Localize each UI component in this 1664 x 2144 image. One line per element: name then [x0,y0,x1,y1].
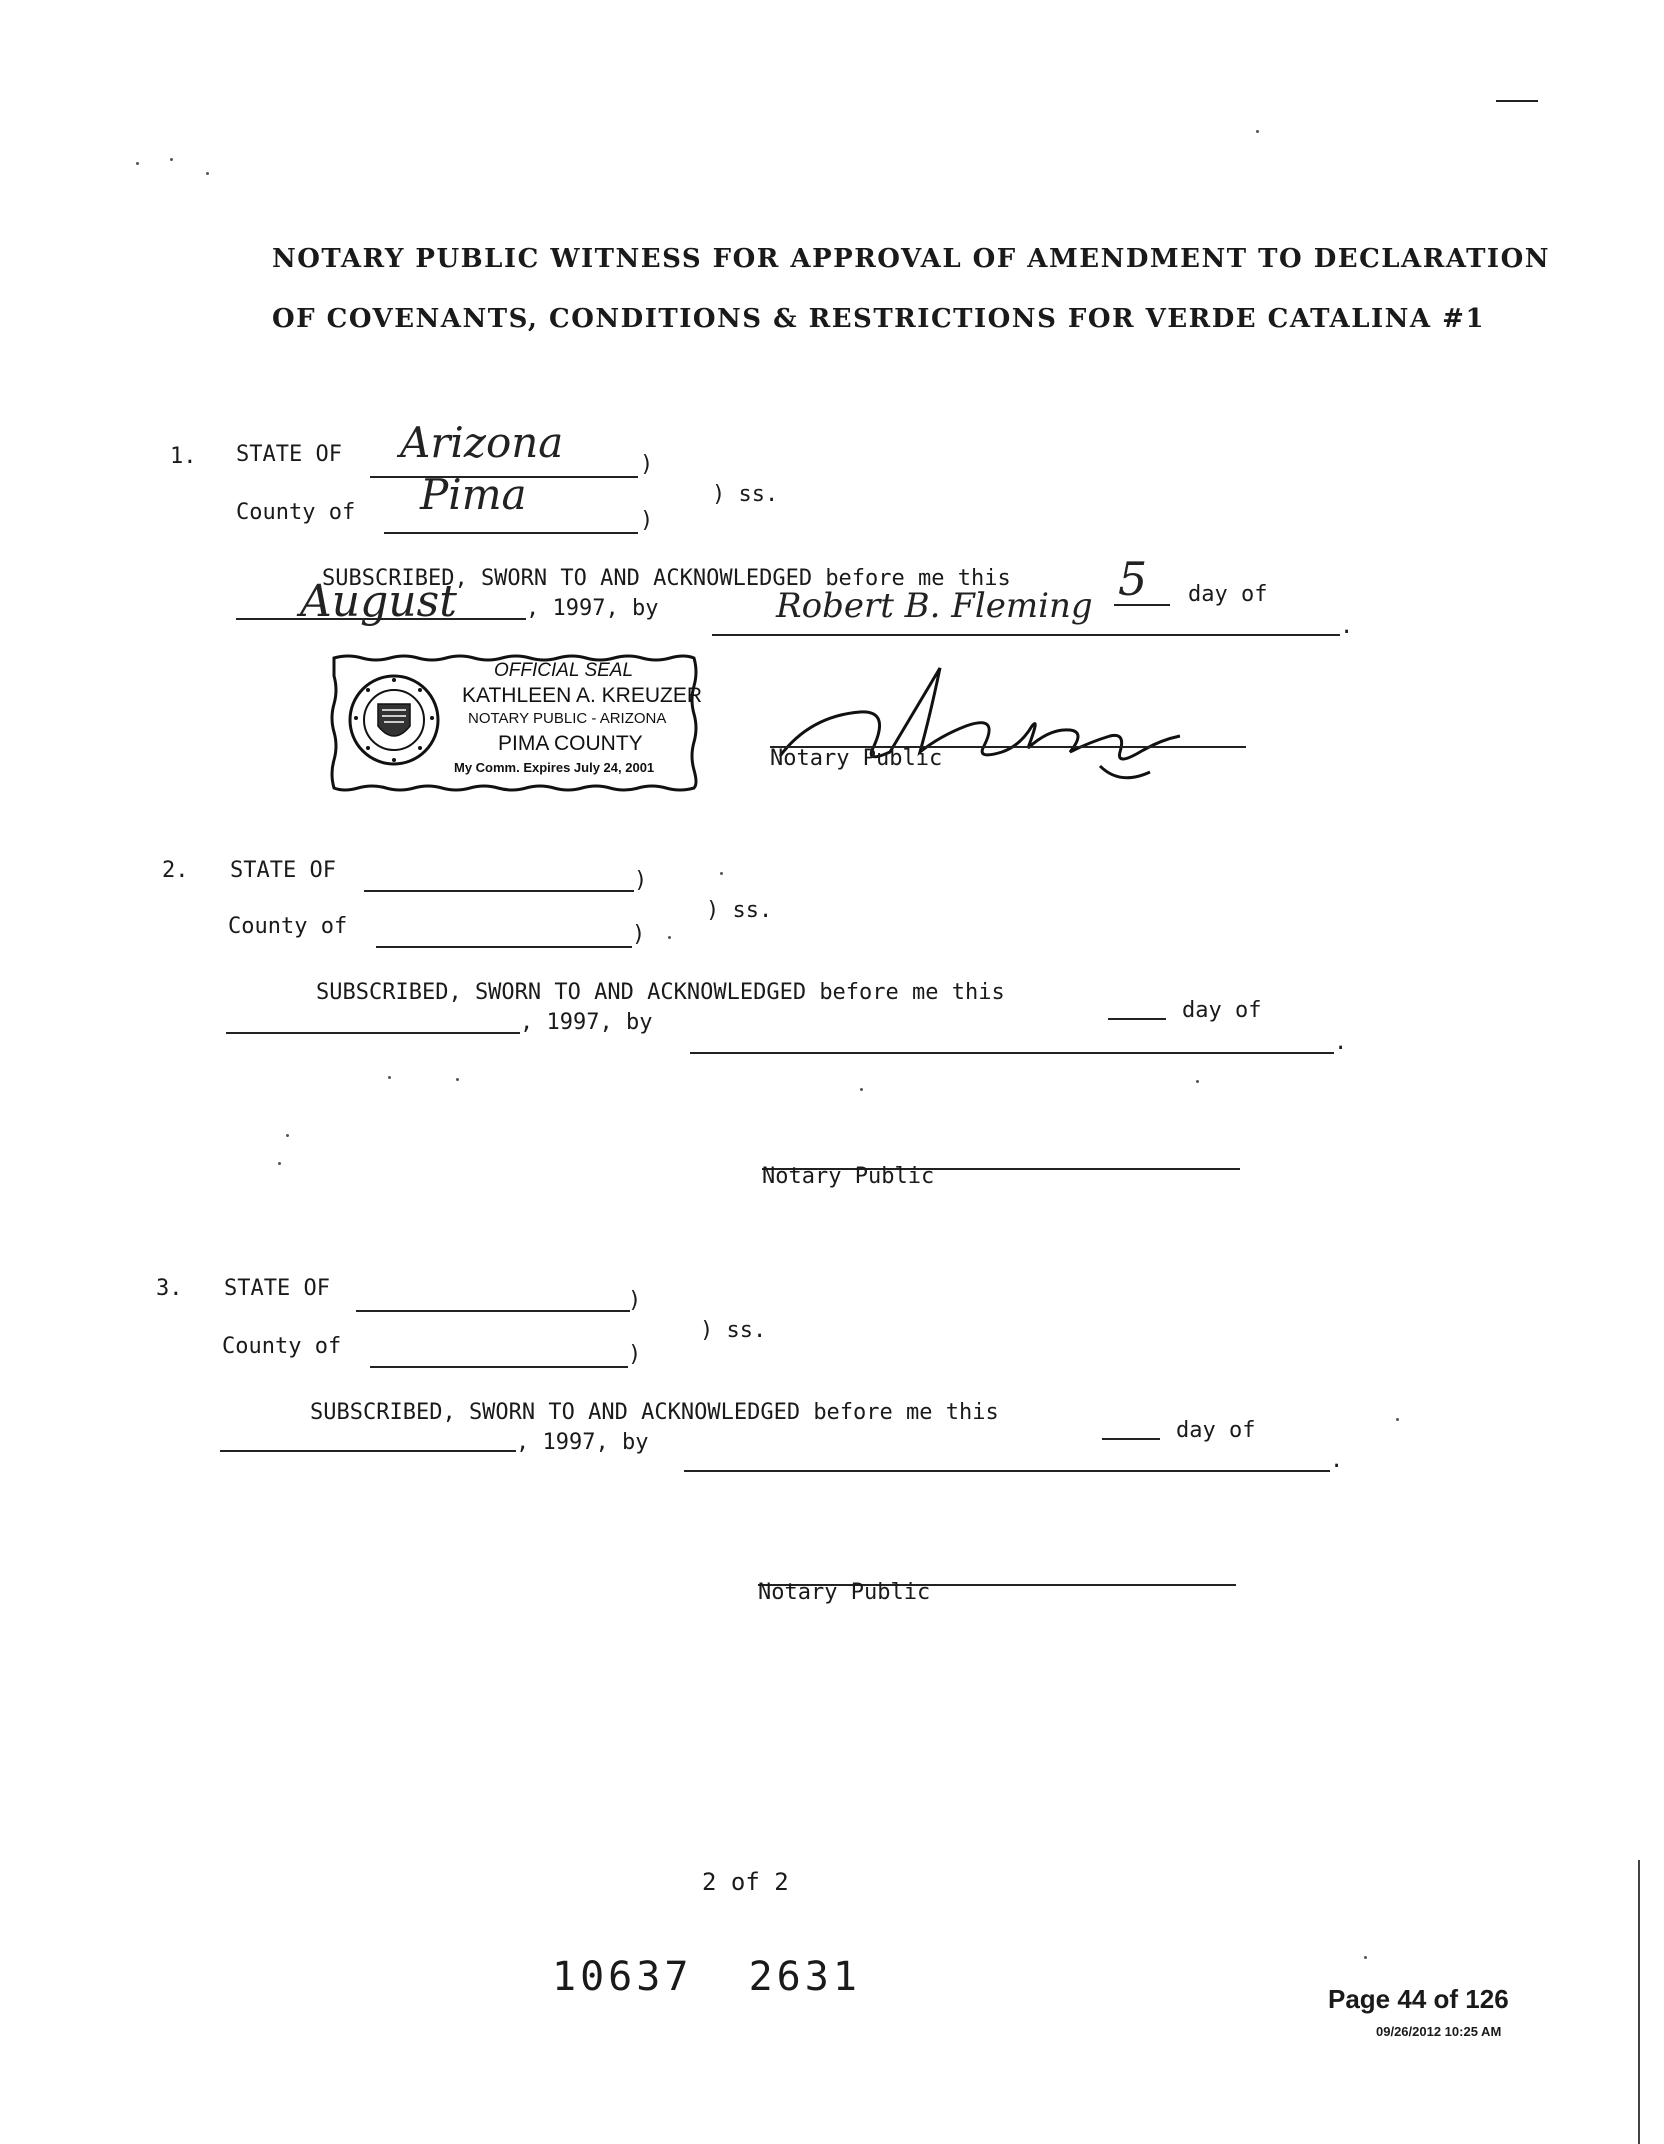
scan-speck [1396,1418,1399,1421]
scan-speck [206,172,209,175]
scan-speck [1256,130,1259,133]
county-underline [370,1366,628,1368]
seal-expiration: My Comm. Expires July 24, 2001 [454,760,655,775]
state-label: STATE OF [230,858,336,883]
subscribed-text: SUBSCRIBED, SWORN TO AND ACKNOWLEDGED before me this [316,980,1005,1005]
county-underline [384,532,638,534]
period: . [1330,1448,1344,1473]
year-by-label: , 1997, by [526,596,659,621]
section-number: 3. [156,1276,183,1301]
scan-speck [136,162,139,165]
signer-name-value: Robert B. Fleming [776,586,1093,626]
seal-heading: OFFICIAL SEAL [494,660,634,681]
scan-speck [170,158,173,161]
footer-page-number: Page 44 of 126 [1328,1984,1509,2014]
subscribed-text: SUBSCRIBED, SWORN TO AND ACKNOWLEDGED before me this [322,566,1011,591]
ss-label: ) ss. [706,898,773,923]
bracket: ) [640,508,654,533]
scan-speck [668,936,671,939]
seal-title: NOTARY PUBLIC - ARIZONA [468,710,667,727]
day-underline [1108,1018,1166,1020]
day-of-label: day of [1182,998,1262,1023]
state-value: Arizona [400,418,564,467]
scan-edge-line [1638,1860,1640,2144]
subscribed-text: SUBSCRIBED, SWORN TO AND ACKNOWLEDGED before me this [310,1400,999,1425]
document-title-line-1: NOTARY PUBLIC WITNESS FOR APPROVAL OF AMENDMENT TO DECLARATION [272,244,1550,274]
seal-county: PIMA COUNTY [498,732,643,755]
ss-label: ) ss. [700,1318,767,1343]
day-underline [1102,1438,1160,1440]
bracket: ) [628,1342,642,1367]
signer-underline [712,634,1340,636]
official-notary-seal [328,652,703,794]
day-value: 5 [1118,552,1148,606]
signer-underline [690,1052,1334,1054]
state-underline [364,890,634,892]
bracket: ) [634,868,648,893]
scan-speck [286,1134,289,1137]
footer-timestamp: 09/26/2012 10:25 AM [1376,2024,1502,2039]
period: . [1334,1030,1348,1055]
year-by-label: , 1997, by [520,1010,653,1035]
month-underline [236,618,526,620]
signer-underline [684,1470,1330,1472]
section-number: 1. [170,444,197,469]
notary-public-label: Notary Public [758,1580,931,1605]
state-label: STATE OF [236,442,342,467]
period: . [1340,614,1354,639]
document-title-line-2: OF COVENANTS, CONDITIONS & RESTRICTIONS FOR VERDE CATALINA #1 [272,304,1486,334]
section-number: 2. [162,858,189,883]
ss-label: ) ss. [712,482,779,507]
county-value: Pima [420,470,527,519]
notary-public-label: Notary Public [762,1164,935,1189]
county-underline [376,946,632,948]
scan-speck [1364,1956,1367,1959]
scan-speck [720,872,723,875]
scan-speck [456,1078,459,1081]
state-label: STATE OF [224,1276,330,1301]
county-label: County of [236,500,356,525]
corner-dash [1496,100,1538,102]
scan-speck [1196,1080,1199,1083]
page-count: 2 of 2 [702,1868,789,1896]
month-underline [226,1032,520,1034]
bracket: ) [632,922,646,947]
day-underline [1114,604,1170,606]
state-underline [356,1310,630,1312]
bracket: ) [628,1288,642,1313]
scan-speck [278,1162,281,1165]
notary-public-label: Notary Public [770,746,943,771]
seal-name: KATHLEEN A. KREUZER [462,684,703,707]
month-value: August [300,576,457,627]
scan-speck [860,1088,863,1091]
county-label: County of [228,914,348,939]
month-underline [220,1450,516,1452]
document-number: 10637 2631 [552,1954,861,2000]
year-by-label: , 1997, by [516,1430,649,1455]
day-of-label: day of [1176,1418,1256,1443]
day-of-label: day of [1188,582,1268,607]
bracket: ) [640,452,654,477]
county-label: County of [222,1334,342,1359]
scan-speck [388,1076,391,1079]
